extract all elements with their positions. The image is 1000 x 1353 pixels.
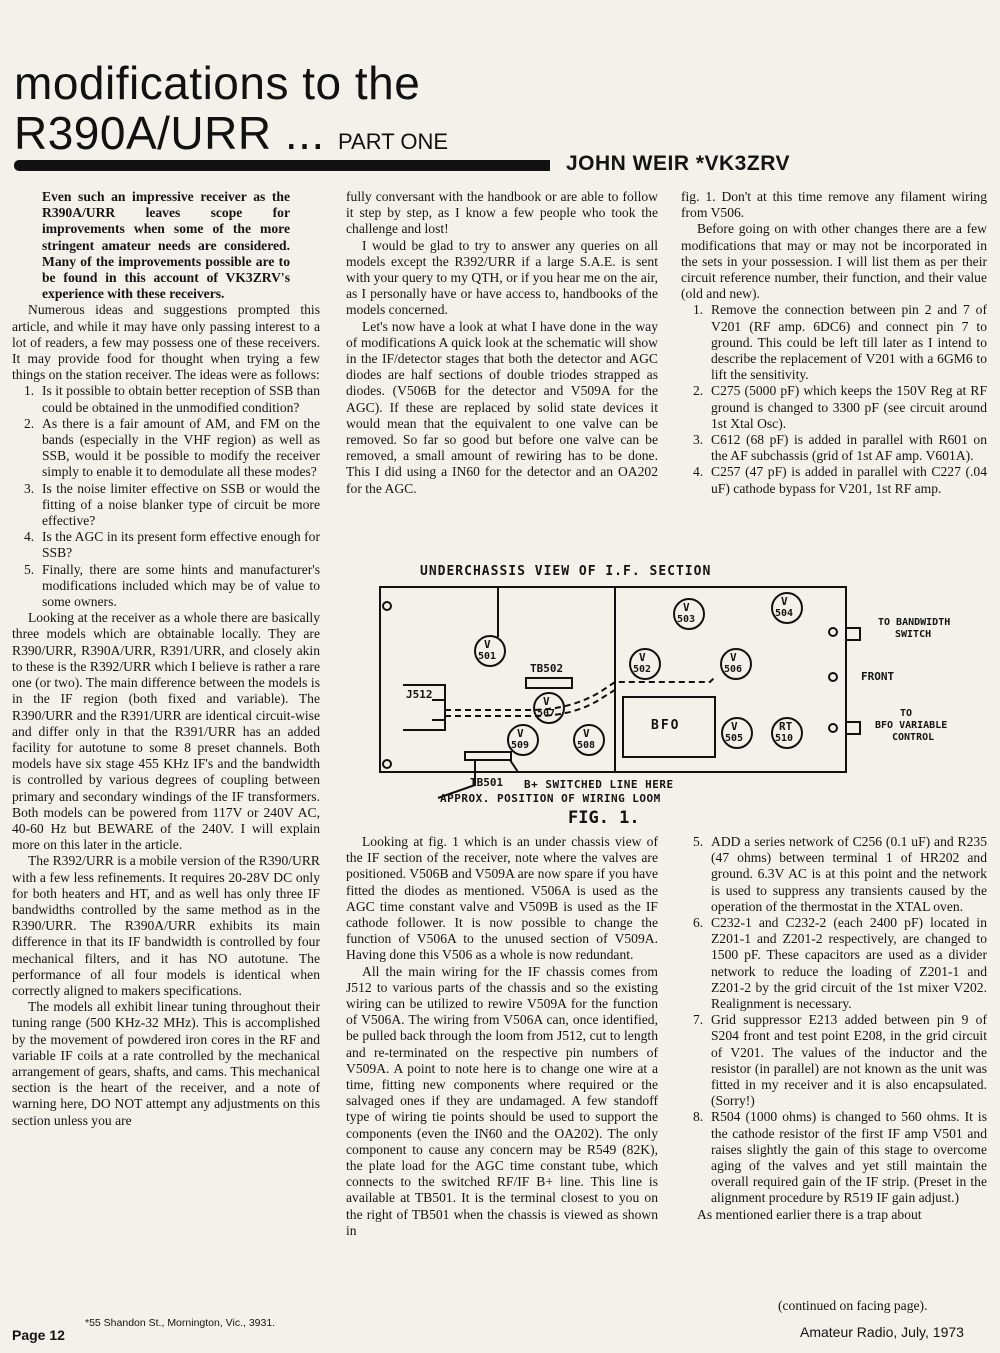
tb501-label: TB501 (470, 776, 504, 789)
bfo-control-label: BFO VARIABLE (875, 720, 948, 731)
valve-label: 504 (775, 608, 794, 619)
modifications-list-continued (681, 834, 987, 1207)
list-item (681, 915, 987, 1012)
tb501-block (465, 752, 511, 760)
valve-label: 507 (537, 708, 556, 719)
column-3 (681, 189, 987, 497)
valve-label: 503 (677, 614, 696, 625)
valve-label: V (639, 651, 646, 664)
list-text: Finally, there are some hints and manufacturer's modifications included which may be of value to some owners. (42, 561, 320, 610)
list-text: Grid suppressor E213 added between pin 9 of S204 front and test point E208, in the grid circuit of V201. The values of the inductor and the resistor (in parallel) are not known as the unit was fitted in my receiver and it is also encapsulated. (Sorry!) (711, 1012, 987, 1109)
column-2 (346, 189, 658, 497)
list-number: 2. (24, 415, 35, 431)
list-text: Is it possible to obtain better reception of SSB than could be obtained in the unmodified condition? (42, 383, 320, 415)
bandwidth-label: SWITCH (895, 629, 932, 640)
mounting-hole (829, 628, 837, 636)
paragraph: As mentioned earlier there is a trap about (697, 1206, 922, 1222)
paragraph: Numerous ideas and suggestions prompted this article, and while it may have only passing interest to a lot of readers, a few may possess one of these receivers. It may provide food for thought when trying a few things on the station receiver. The ideas were as follows: (12, 302, 320, 383)
paragraph: Let's now have a look at what I have done in the way of modifications A quick look at the schematic will show in the IF/detector stages that both the detector and AGC diodes are half sections of double triodes strapped as diodes. (V506B for the detector and V509A for the AGC). If these are replaced by solid state devices it would mean that the equivalent to one valve can be removed. So far so good but before one valve can be removed, a small amount of rewiring has to be done. This I did using a IN60 for the detector and an OA202 for the AGC. (346, 318, 658, 496)
valve-label: V (543, 695, 550, 708)
list-item (12, 562, 320, 611)
list-item (12, 481, 320, 530)
list-text: C275 (5000 pF) which keeps the 150V Reg at RF ground is changed to 3300 pF (see circuit around 1st Xtal Osc). (711, 383, 987, 431)
list-text: ADD a series network of C256 (0.1 uF) and R235 (47 ohms) between terminal 1 of HR202 and ground. 6.3V AC is at this point and the network is used to suppress any transients caused by the operation of the thermostat in the XTAL oven. (711, 834, 987, 914)
valve-label: 505 (725, 733, 744, 744)
column-2-lower (346, 834, 658, 1239)
bfo-control-label: TO (900, 708, 913, 719)
lead-paragraph: Even such an impressive receiver as the R390A/URR leaves scope for improvements when some of the more stringent amateur needs are considered. Many of the improvements possible are to be found in this account of VK3ZRV's experience with these receivers. (42, 189, 290, 302)
paragraph: I would be glad to try to answer any queries on all models except the R392/URR if a large S.A.E. is sent with your query to my QTH, or if you hear me on the air, as I personally have or have access to, handbooks of the models concerned. (346, 237, 658, 318)
ideas-list (12, 383, 320, 610)
valve-label: V (484, 638, 491, 651)
list-text: As there is a fair amount of AM, and FM on the bands (especially in the VHF region) as well as SSB, would it be possible to modify the receiver simply to enable it to demodulate all these modes? (42, 415, 320, 480)
figure-1 (370, 560, 1000, 835)
j512-label: J512 (406, 688, 433, 701)
tb502-label: TB502 (530, 662, 564, 675)
valve-label: V (781, 595, 788, 608)
list-item (681, 834, 987, 915)
list-number: 3. (24, 480, 35, 496)
title-rule (14, 160, 550, 171)
byline: JOHN WEIR *VK3ZRV (566, 152, 790, 175)
bfo-label: BFO (651, 718, 681, 733)
list-item (12, 529, 320, 561)
figure-caption: FIG. 1. (568, 808, 640, 828)
loom-label: APPROX. POSITION OF WIRING LOOM (440, 792, 661, 805)
wiring-loom (445, 688, 618, 716)
list-text: C232-1 and C232-2 (each 2400 pF) located in Z201-1 and Z201-2 respectively, are changed to 1500 pF. These capacitors are used as a divider network to reduce the loading of Z201-1 and Z201-2 by the grid circuit of the 1st mixer V202. Realignment is necessary. (711, 915, 987, 1012)
list-number: 7. (693, 1012, 704, 1028)
tb502-block (526, 678, 572, 688)
list-item (681, 302, 987, 383)
title-part: PART ONE (338, 129, 449, 154)
front-label: FRONT (861, 670, 895, 683)
column-3-lower (681, 834, 987, 1223)
valve-label: 509 (511, 740, 530, 751)
bandwidth-connector (846, 628, 860, 640)
list-item (681, 1109, 987, 1206)
mounting-hole (383, 602, 391, 610)
paragraph: The R392/URR is a mobile version of the R390/URR with a few less refinements. It requires 20-28V DC only for both heaters and HT, and as well has only three IF bandwidths controlled by the same method as in the R390/URR. The R390A/URR exhibits its main difference in that its IF bandwidth is controlled by four mechanical filters, and it has NO autotune. The performance of all four models is identical when correctly aligned to makers specifications. (12, 853, 320, 998)
valve-label: 501 (478, 651, 497, 662)
bplus-label: B+ SWITCHED LINE HERE (524, 778, 674, 791)
paragraph: Looking at the receiver as a whole there are basically three models which are obtainable locally. They are R390/URR, R390A/URR, R391/URR, and closely akin to these is the R392/URR which I believe is rather a rare one (or two). The main difference between the models is in the IF region (both fixed and variable). The R390/URR and the R391/URR are identical circuit-wise and differ only in that the R391/URR has an added facility for autotune to some 8 preset channels. Both models have six stage 455 KHz IF's and the bandwidth is controlled by various degrees of coupling between primary and secondary windings of the IF transformers. Both models can be powered from 117V or 240V AC, 40-60 Hz but BEWARE of the 240V. I will explain more on this later in the article. (12, 610, 320, 853)
bandwidth-label: TO BANDWIDTH (878, 617, 951, 628)
paragraph: Looking at fig. 1 which is an under chassis view of the IF section of the receiver, note where the valves are positioned. V506B and V509A are now spare if you have fitted the diodes as mentioned. V506A is used as the AGC time constant valve and V509B is used as the IF cathode follower. It is now possible to change the function of V506A to the unused section of V509A. Having done this V506 as a whole is now redundant. (346, 834, 658, 963)
article-title (14, 58, 754, 167)
valve-label: RT (779, 720, 793, 733)
paragraph: fig. 1. Don't at this time remove any filament wiring from V506. (681, 189, 987, 221)
list-number: 4. (693, 464, 704, 480)
list-text: Is the noise limiter effective on SSB or would the fitting of a noise blanker type of circuit be more effective? (42, 480, 320, 529)
j512-pins (432, 700, 445, 720)
figure-title: UNDERCHASSIS VIEW OF I.F. SECTION (420, 564, 712, 579)
bfo-connector (846, 722, 860, 734)
paragraph: The models all exhibit linear tuning throughout their tuning range (500 KHz-32 MHz). This is accomplished by the movement of powdered iron cores in the RF and variable IF coils at a rate controlled by the mechanical arrangement of gears, shafts, and cams. This mechanical section is the heart of the receiver, and a note of warning here, DO NOT attempt any adjustments on this section unless you are (12, 999, 320, 1128)
continued-note: (continued on facing page). (778, 1298, 928, 1313)
valve-label: 510 (775, 733, 794, 744)
valve-label: V (583, 727, 590, 740)
list-text: Remove the connection between pin 2 and 7 of V201 (RF amp. 6DC6) and connect pin 7 to ground. This could be left till later as I intend to describe the replacement of V201 with a 6GM6 to lift the sensitivity. (711, 302, 987, 383)
list-number: 1. (693, 302, 704, 318)
list-number: 5. (24, 561, 35, 577)
valve-label: 502 (633, 664, 652, 675)
page-number: Page 12 (12, 1327, 65, 1343)
publication-info: Amateur Radio, July, 1973 (800, 1324, 964, 1340)
list-text: Is the AGC in its present form effective enough for SSB? (42, 529, 320, 561)
list-item (681, 464, 987, 496)
list-number: 8. (693, 1109, 704, 1125)
list-item (681, 383, 987, 432)
bplus-leader (510, 760, 518, 772)
bfo-control-label: CONTROL (892, 732, 935, 743)
list-text: C612 (68 pF) is added in parallel with R601 on the AF subchassis (grid of 1st AF amp. V601A). (711, 432, 987, 464)
column-1 (12, 189, 320, 1129)
author-footnote: *55 Shandon St., Mornington, Vic., 3931. (85, 1317, 276, 1329)
list-item (12, 383, 320, 415)
wiring-loom (445, 677, 715, 710)
list-number: 3. (693, 432, 704, 448)
list-number: 6. (693, 915, 704, 931)
list-item (681, 432, 987, 464)
list-number: 5. (693, 834, 704, 849)
list-item (12, 416, 320, 481)
list-text: C257 (47 pF) is added in parallel with C227 (.04 uF) cathode bypass for V201, 1st RF amp. (711, 464, 987, 496)
title-line-1: modifications to the (14, 57, 421, 109)
valve-label: 506 (724, 664, 743, 675)
valve-label: V (730, 651, 737, 664)
list-number: 2. (693, 383, 704, 399)
valve-label: V (683, 601, 690, 614)
paragraph: All the main wiring for the IF chassis comes from J512 to various parts of the chassis and so the existing wiring can be utilized to rewire V509A for the function of V506A. The wiring from V506A can, once identified, be pulled back through the loom from J512, cut to length and re-terminated on the respective pin numbers of V509A. A point to note here is to change one wire at a time, fitting new components where required or the salvaged ones if they are undamaged. A few standoff type of wiring tie points should be used to support the components (even the IN60 and the OA202). The only component to cause any concern may be R549 (82K), the plate load for the AGC time constant tube, which connects to the switched RF/IF B+ line. This line is available at TB501. It is the terminal closest to you on the right of TB501 when the chassis is viewed as shown in (346, 963, 658, 1238)
valve-label: 508 (577, 740, 596, 751)
mounting-hole (829, 673, 837, 681)
list-number: 4. (24, 529, 35, 545)
mounting-hole (383, 760, 391, 768)
list-item (681, 1012, 987, 1109)
title-line-2: R390A/URR ... (14, 107, 325, 159)
paragraph: Before going on with other changes there are a few modifications that may or may not be incorporated in the sets in your possession. I will list them as per their circuit reference number, their function, and their value (old and new). (681, 221, 987, 302)
list-number: 1. (24, 383, 35, 399)
mounting-hole (829, 724, 837, 732)
valve-label: V (517, 727, 524, 740)
list-text: R504 (1000 ohms) is changed to 560 ohms. It is the cathode resistor of the first IF amp V501 and raises slightly the gain of this stage to overcome aging of the valves and yet still maintain the overall required gain of the IF strip. (Preset in the alignment procedure by R519 IF gain adjust.) (711, 1109, 987, 1206)
modifications-list (681, 302, 987, 496)
paragraph: fully conversant with the handbook or are able to follow it step by step, as I know a few people who took the challenge and lost! (346, 189, 658, 237)
valve-label: V (731, 720, 738, 733)
